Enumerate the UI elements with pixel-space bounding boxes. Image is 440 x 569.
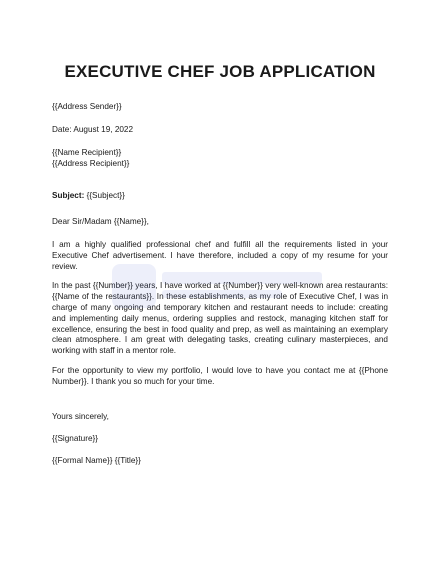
salutation: Dear Sir/Madam {{Name}}, <box>52 217 149 226</box>
formal-name: {{Formal Name}} {{Title}} <box>52 455 141 465</box>
paragraph-contact: For the opportunity to view my portfolio, I would love to have you contact me at {{Phone Number}}. I thank you so much for your time. <box>52 365 388 386</box>
paragraph-intro: I am a highly qualified professional chef and fulfill all the requirements listed in your Executive Chef advertisement. I have therefore, included a copy of my resume for your review. <box>52 240 388 271</box>
subject-label: Subject: <box>52 191 85 200</box>
document-title: EXECUTIVE CHEF JOB APPLICATION <box>64 62 376 81</box>
address-recipient: {{Address Recipient}} <box>52 159 130 168</box>
address-sender: {{Address Sender}} <box>52 102 122 111</box>
date-line: Date: August 19, 2022 <box>52 125 134 134</box>
subject-value: {{Subject}} <box>84 191 125 200</box>
closing: Yours sincerely, <box>52 411 109 421</box>
subject-line <box>52 190 388 201</box>
signature: {{Signature}} <box>52 433 98 443</box>
paragraph-experience: In the past {{Number}} years, I have worked at {{Number}} very well-known area restaurants: {{Name of the restaurants}}. In these establishments, as my role of Executive Chef, I was in charge of many ongoing and temporary kitchen and restaurant needs to include: creating and implementing daily menus, ordering supplies and restock, managing kitchen staff for excellence, ensuring the best in food quality and prep, as well as maintaining an exemplary clean atmosphere. I am great with delegating tasks, creating culinary masterpieces, and working with staff in a mentor role. <box>52 281 388 356</box>
name-recipient: {{Name Recipient}} <box>52 148 122 157</box>
